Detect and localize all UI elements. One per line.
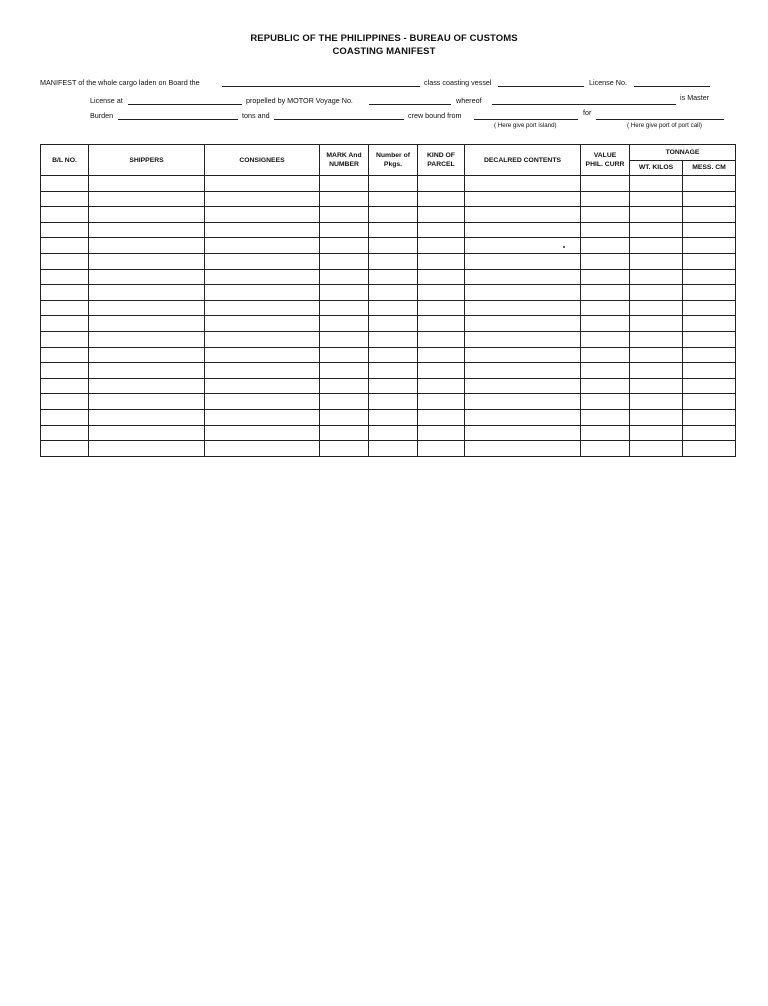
- cell-number-pkgs[interactable]: [369, 300, 418, 316]
- cell-shippers[interactable]: [89, 347, 205, 363]
- cell-shippers[interactable]: [89, 331, 205, 347]
- crew-count-blank[interactable]: [274, 119, 404, 120]
- table-row: [41, 441, 736, 457]
- cell-kind-parcel[interactable]: [418, 331, 465, 347]
- cell-shippers[interactable]: [89, 394, 205, 410]
- cell-shippers[interactable]: [89, 176, 205, 192]
- header-number-pkgs: [369, 145, 418, 176]
- cell-value-phil-curr[interactable]: [581, 347, 630, 363]
- cell-number-pkgs[interactable]: [369, 191, 418, 207]
- cell-bl-no[interactable]: [41, 316, 89, 332]
- cell-wt-kilos[interactable]: [630, 285, 683, 301]
- cell-shippers[interactable]: [89, 425, 205, 441]
- cell-mess-cm[interactable]: [683, 207, 736, 223]
- cell-number-pkgs[interactable]: [369, 347, 418, 363]
- cell-shippers[interactable]: [89, 378, 205, 394]
- cell-number-pkgs[interactable]: [369, 363, 418, 379]
- cell-declared-contents[interactable]: [465, 222, 581, 238]
- cell-mess-cm[interactable]: [683, 176, 736, 192]
- cell-wt-kilos[interactable]: [630, 222, 683, 238]
- cell-bl-no[interactable]: [41, 378, 89, 394]
- cell-number-pkgs[interactable]: [369, 253, 418, 269]
- cell-consignees[interactable]: [205, 238, 320, 254]
- cell-shippers[interactable]: [89, 269, 205, 285]
- is-master-label: is Master: [680, 93, 710, 102]
- table-row: [41, 363, 736, 379]
- cell-mess-cm[interactable]: [683, 378, 736, 394]
- cell-wt-kilos[interactable]: [630, 191, 683, 207]
- cell-mark-number[interactable]: [320, 394, 369, 410]
- cell-bl-no[interactable]: [41, 285, 89, 301]
- table-row: [41, 269, 736, 285]
- header-value-line2: PHIL. CURR: [585, 161, 625, 168]
- cell-value-phil-curr[interactable]: [581, 285, 630, 301]
- cell-mark-number[interactable]: [320, 425, 369, 441]
- cell-bl-no[interactable]: [41, 176, 89, 192]
- cell-consignees[interactable]: [205, 347, 320, 363]
- cell-shippers[interactable]: [89, 363, 205, 379]
- tons-and-label: tons and: [242, 111, 270, 120]
- header-value-phil-curr: [581, 145, 630, 176]
- cell-consignees[interactable]: [205, 425, 320, 441]
- cell-value-phil-curr[interactable]: [581, 441, 630, 457]
- master-name-blank[interactable]: [492, 104, 676, 105]
- cell-mess-cm[interactable]: [683, 222, 736, 238]
- cell-bl-no[interactable]: [41, 331, 89, 347]
- license-no-blank[interactable]: [634, 86, 710, 87]
- cell-kind-parcel[interactable]: [418, 285, 465, 301]
- header-consignees: CONSIGNEES: [205, 145, 320, 176]
- cell-declared-contents[interactable]: [465, 378, 581, 394]
- header-kind-parcel: [418, 145, 465, 176]
- burden-tons-blank[interactable]: [118, 119, 238, 120]
- port-island-hint: ( Here give port island): [494, 122, 557, 129]
- header-kind-line2: PARCEL: [427, 161, 455, 168]
- table-row: [41, 394, 736, 410]
- cell-mess-cm[interactable]: [683, 285, 736, 301]
- cell-mark-number[interactable]: [320, 253, 369, 269]
- cell-value-phil-curr[interactable]: [581, 253, 630, 269]
- cell-shippers[interactable]: [89, 238, 205, 254]
- cell-mess-cm[interactable]: [683, 441, 736, 457]
- cell-value-phil-curr[interactable]: [581, 394, 630, 410]
- header-kind-line1: KIND OF: [427, 152, 455, 159]
- cell-mark-number[interactable]: [320, 363, 369, 379]
- cell-mess-cm[interactable]: [683, 331, 736, 347]
- cell-number-pkgs[interactable]: [369, 285, 418, 301]
- cell-wt-kilos[interactable]: [630, 363, 683, 379]
- header-mark-number: [320, 145, 369, 176]
- cell-kind-parcel[interactable]: [418, 176, 465, 192]
- table-row: [41, 238, 736, 254]
- cell-wt-kilos[interactable]: [630, 176, 683, 192]
- cell-declared-contents[interactable]: [465, 253, 581, 269]
- cell-kind-parcel[interactable]: [418, 409, 465, 425]
- scan-speck: [563, 246, 565, 248]
- cell-value-phil-curr[interactable]: [581, 316, 630, 332]
- cell-value-phil-curr[interactable]: [581, 300, 630, 316]
- cell-kind-parcel[interactable]: [418, 425, 465, 441]
- cell-mark-number[interactable]: [320, 316, 369, 332]
- cell-wt-kilos[interactable]: [630, 207, 683, 223]
- cell-bl-no[interactable]: [41, 425, 89, 441]
- cell-wt-kilos[interactable]: [630, 409, 683, 425]
- cell-shippers[interactable]: [89, 441, 205, 457]
- cell-shippers[interactable]: [89, 222, 205, 238]
- cell-number-pkgs[interactable]: [369, 222, 418, 238]
- cell-value-phil-curr[interactable]: [581, 222, 630, 238]
- table-row: [41, 222, 736, 238]
- cell-declared-contents[interactable]: [465, 425, 581, 441]
- crew-bound-label: crew bound from: [408, 111, 462, 120]
- cell-number-pkgs[interactable]: [369, 409, 418, 425]
- form-title-agency: REPUBLIC OF THE PHILIPPINES - BUREAU OF CUSTOMS: [250, 33, 518, 44]
- cell-value-phil-curr[interactable]: [581, 269, 630, 285]
- cell-value-phil-curr[interactable]: [581, 425, 630, 441]
- cell-wt-kilos[interactable]: [630, 441, 683, 457]
- cell-wt-kilos[interactable]: [630, 331, 683, 347]
- cell-number-pkgs[interactable]: [369, 378, 418, 394]
- cell-declared-contents[interactable]: [465, 363, 581, 379]
- cell-number-pkgs[interactable]: [369, 269, 418, 285]
- port-call-hint: ( Here give port of port call): [627, 122, 702, 129]
- cell-wt-kilos[interactable]: [630, 238, 683, 254]
- cell-consignees[interactable]: [205, 409, 320, 425]
- header-mark-line1: MARK And: [326, 152, 362, 159]
- cell-mess-cm[interactable]: [683, 300, 736, 316]
- cell-wt-kilos[interactable]: [630, 253, 683, 269]
- cell-value-phil-curr[interactable]: [581, 207, 630, 223]
- cell-bl-no[interactable]: [41, 269, 89, 285]
- cell-wt-kilos[interactable]: [630, 300, 683, 316]
- cell-kind-parcel[interactable]: [418, 378, 465, 394]
- cell-mess-cm[interactable]: [683, 394, 736, 410]
- table-row: [41, 285, 736, 301]
- cell-declared-contents[interactable]: [465, 300, 581, 316]
- cell-kind-parcel[interactable]: [418, 441, 465, 457]
- cell-mess-cm[interactable]: [683, 238, 736, 254]
- cell-consignees[interactable]: [205, 191, 320, 207]
- header-mess-cm: MESS. CM: [683, 160, 736, 176]
- for-label: for: [583, 108, 592, 117]
- cell-declared-contents[interactable]: [465, 347, 581, 363]
- cell-shippers[interactable]: [89, 285, 205, 301]
- cell-bl-no[interactable]: [41, 222, 89, 238]
- cell-bl-no[interactable]: [41, 394, 89, 410]
- table-header-row-top: [41, 145, 736, 161]
- cell-declared-contents[interactable]: [465, 409, 581, 425]
- table-row: [41, 191, 736, 207]
- cell-mess-cm[interactable]: [683, 347, 736, 363]
- cell-value-phil-curr[interactable]: [581, 191, 630, 207]
- cell-kind-parcel[interactable]: [418, 269, 465, 285]
- cell-mark-number[interactable]: [320, 269, 369, 285]
- table-row: [41, 425, 736, 441]
- cell-number-pkgs[interactable]: [369, 394, 418, 410]
- vessel-class-blank[interactable]: [498, 86, 584, 87]
- cell-kind-parcel[interactable]: [418, 394, 465, 410]
- cell-value-phil-curr[interactable]: [581, 331, 630, 347]
- cell-consignees[interactable]: [205, 176, 320, 192]
- cell-consignees[interactable]: [205, 269, 320, 285]
- cell-number-pkgs[interactable]: [369, 425, 418, 441]
- license-at-blank[interactable]: [128, 104, 242, 105]
- cell-number-pkgs[interactable]: [369, 176, 418, 192]
- cell-mark-number[interactable]: [320, 347, 369, 363]
- cell-mess-cm[interactable]: [683, 316, 736, 332]
- cell-number-pkgs[interactable]: [369, 207, 418, 223]
- cell-bl-no[interactable]: [41, 441, 89, 457]
- cell-declared-contents[interactable]: [465, 176, 581, 192]
- cell-bl-no[interactable]: [41, 207, 89, 223]
- header-mark-line2: NUMBER: [329, 161, 359, 168]
- cell-declared-contents[interactable]: [465, 331, 581, 347]
- cell-kind-parcel[interactable]: [418, 316, 465, 332]
- cell-mark-number[interactable]: [320, 207, 369, 223]
- cell-mark-number[interactable]: [320, 238, 369, 254]
- cell-mark-number[interactable]: [320, 191, 369, 207]
- cell-consignees[interactable]: [205, 394, 320, 410]
- cell-shippers[interactable]: [89, 191, 205, 207]
- cell-value-phil-curr[interactable]: [581, 238, 630, 254]
- cell-mess-cm[interactable]: [683, 253, 736, 269]
- cell-consignees[interactable]: [205, 207, 320, 223]
- port-call-blank[interactable]: [596, 119, 724, 120]
- cell-value-phil-curr[interactable]: [581, 378, 630, 394]
- cell-consignees[interactable]: [205, 285, 320, 301]
- cell-shippers[interactable]: [89, 316, 205, 332]
- manifest-prefix-label: MANIFEST of the whole cargo laden on Board the: [40, 78, 200, 87]
- table-row: [41, 409, 736, 425]
- propelled-label: propelled by MOTOR Voyage No.: [246, 96, 353, 105]
- cell-consignees[interactable]: [205, 222, 320, 238]
- cell-mark-number[interactable]: [320, 441, 369, 457]
- license-no-label: License No.: [589, 78, 627, 87]
- cell-mark-number[interactable]: [320, 378, 369, 394]
- cell-consignees[interactable]: [205, 331, 320, 347]
- header-bl-no: B/L NO.: [41, 145, 89, 176]
- cell-mark-number[interactable]: [320, 285, 369, 301]
- form-title-manifest: COASTING MANIFEST: [332, 46, 436, 57]
- cell-shippers[interactable]: [89, 300, 205, 316]
- cell-consignees[interactable]: [205, 316, 320, 332]
- table-row: [41, 300, 736, 316]
- cell-mess-cm[interactable]: [683, 425, 736, 441]
- cell-declared-contents[interactable]: [465, 394, 581, 410]
- cell-mess-cm[interactable]: [683, 191, 736, 207]
- cell-kind-parcel[interactable]: [418, 207, 465, 223]
- cell-wt-kilos[interactable]: [630, 269, 683, 285]
- cell-shippers[interactable]: [89, 409, 205, 425]
- cell-kind-parcel[interactable]: [418, 191, 465, 207]
- whereof-label: whereof: [456, 96, 482, 105]
- cell-kind-parcel[interactable]: [418, 363, 465, 379]
- cell-wt-kilos[interactable]: [630, 394, 683, 410]
- cell-shippers[interactable]: [89, 207, 205, 223]
- header-pkgs-line2: Pkgs.: [383, 161, 403, 168]
- cell-declared-contents[interactable]: [465, 285, 581, 301]
- cell-mark-number[interactable]: [320, 300, 369, 316]
- cell-value-phil-curr[interactable]: [581, 176, 630, 192]
- cell-declared-contents[interactable]: [465, 441, 581, 457]
- table-row: [41, 176, 736, 192]
- vessel-name-blank[interactable]: [222, 86, 420, 87]
- cell-mark-number[interactable]: [320, 331, 369, 347]
- cell-mess-cm[interactable]: [683, 363, 736, 379]
- cell-consignees[interactable]: [205, 363, 320, 379]
- cell-bl-no[interactable]: [41, 191, 89, 207]
- cell-bl-no[interactable]: [41, 300, 89, 316]
- cell-number-pkgs[interactable]: [369, 238, 418, 254]
- cell-kind-parcel[interactable]: [418, 347, 465, 363]
- cell-wt-kilos[interactable]: [630, 347, 683, 363]
- cell-declared-contents[interactable]: [465, 316, 581, 332]
- cell-consignees[interactable]: [205, 253, 320, 269]
- header-tonnage: TONNAGE: [630, 145, 736, 161]
- cell-declared-contents[interactable]: [465, 191, 581, 207]
- port-island-blank[interactable]: [474, 119, 578, 120]
- cell-kind-parcel[interactable]: [418, 222, 465, 238]
- header-shippers: SHIPPERS: [89, 145, 205, 176]
- table-row: [41, 316, 736, 332]
- cell-consignees[interactable]: [205, 300, 320, 316]
- manifest-table: [40, 144, 736, 457]
- burden-label: Burden: [90, 111, 114, 120]
- voyage-no-blank[interactable]: [369, 104, 451, 105]
- cell-kind-parcel[interactable]: [418, 253, 465, 269]
- table-row: [41, 253, 736, 269]
- cell-bl-no[interactable]: [41, 238, 89, 254]
- cell-consignees[interactable]: [205, 441, 320, 457]
- table-row: [41, 378, 736, 394]
- table-row: [41, 347, 736, 363]
- cell-mark-number[interactable]: [320, 222, 369, 238]
- cell-mess-cm[interactable]: [683, 269, 736, 285]
- cell-wt-kilos[interactable]: [630, 378, 683, 394]
- header-wt-kilos: WT. KILOS: [630, 160, 683, 176]
- header-value-line1: VALUE: [593, 152, 617, 159]
- cell-number-pkgs[interactable]: [369, 316, 418, 332]
- cell-kind-parcel[interactable]: [418, 300, 465, 316]
- cell-bl-no[interactable]: [41, 409, 89, 425]
- license-at-label: License at: [90, 96, 123, 105]
- cell-bl-no[interactable]: [41, 253, 89, 269]
- table-row: [41, 207, 736, 223]
- cell-kind-parcel[interactable]: [418, 238, 465, 254]
- cell-declared-contents[interactable]: [465, 269, 581, 285]
- cell-mark-number[interactable]: [320, 176, 369, 192]
- cell-value-phil-curr[interactable]: [581, 363, 630, 379]
- cell-bl-no[interactable]: [41, 347, 89, 363]
- cell-wt-kilos[interactable]: [630, 316, 683, 332]
- cell-number-pkgs[interactable]: [369, 331, 418, 347]
- cell-consignees[interactable]: [205, 378, 320, 394]
- cell-wt-kilos[interactable]: [630, 425, 683, 441]
- cell-value-phil-curr[interactable]: [581, 409, 630, 425]
- class-vessel-label: class coasting vessel: [424, 78, 492, 87]
- manifest-table-body: [41, 176, 736, 457]
- header-pkgs-line1: Number of: [376, 152, 410, 159]
- cell-mess-cm[interactable]: [683, 409, 736, 425]
- cell-shippers[interactable]: [89, 253, 205, 269]
- table-row: [41, 331, 736, 347]
- cell-mark-number[interactable]: [320, 409, 369, 425]
- header-declared-contents: DECALRED CONTENTS: [465, 145, 581, 176]
- cell-bl-no[interactable]: [41, 363, 89, 379]
- cell-number-pkgs[interactable]: [369, 441, 418, 457]
- cell-declared-contents[interactable]: [465, 207, 581, 223]
